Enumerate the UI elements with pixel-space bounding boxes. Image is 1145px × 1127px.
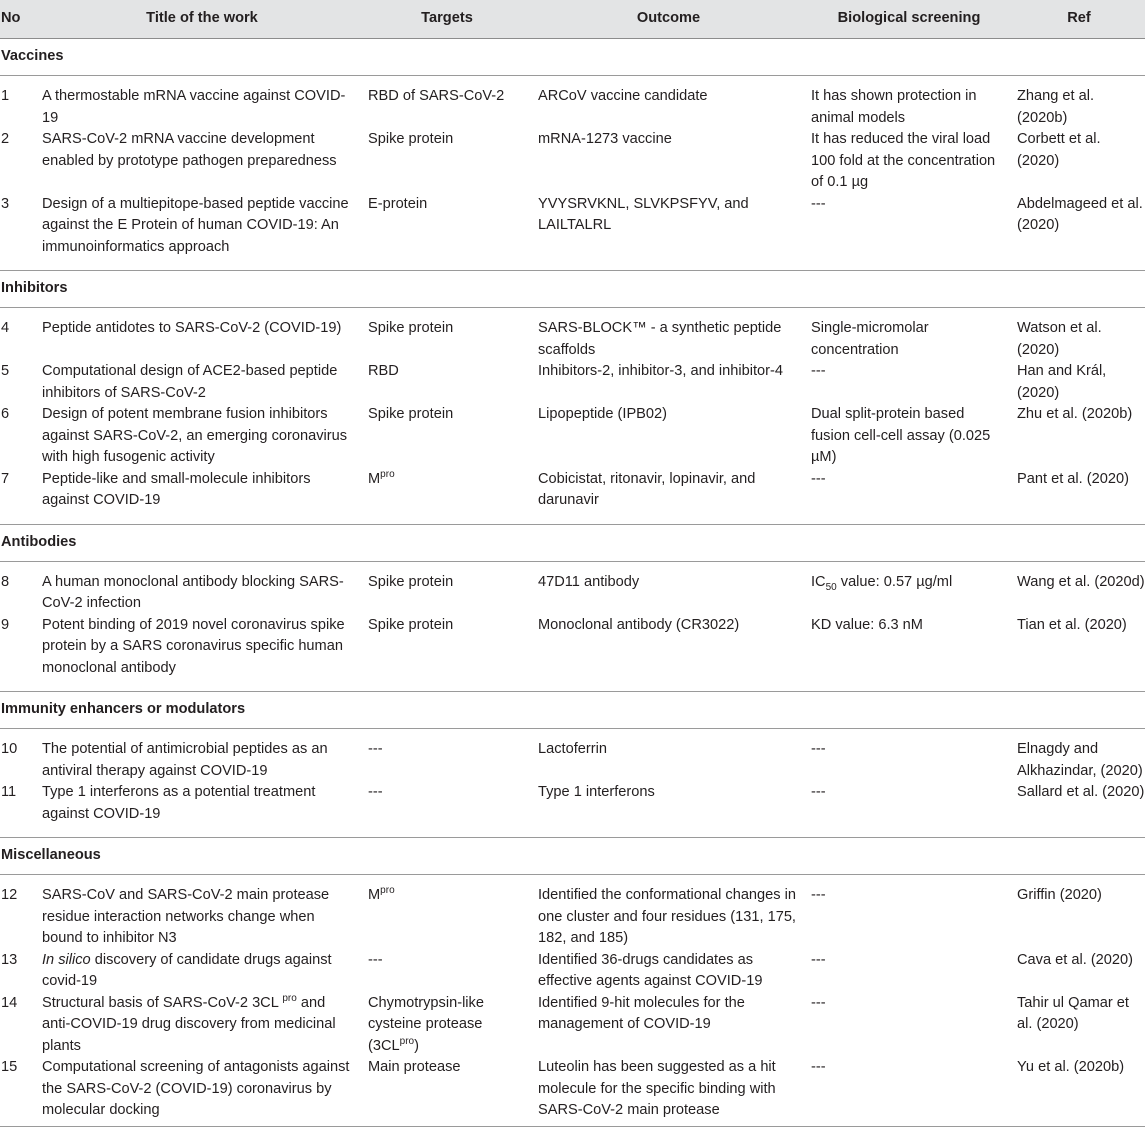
cell-targets: --- [368,741,383,757]
targets-superscript: pro [380,885,395,897]
bio-subscript: 50 [825,581,837,593]
cell-title: SARS-CoV and SARS-CoV-2 main protease residue interaction networks change when bound to inhibitor N3 [42,887,330,946]
cell-bio: --- [805,1057,1013,1126]
cell-outcome: mRNA-1273 vaccine [538,131,672,147]
table-row [0,1057,1145,1126]
cell-outcome: Lactoferrin [538,741,607,757]
cell-targets: RBD [368,363,399,379]
cell-targets: E-protein [362,194,532,271]
cell-ref: Cava et al. (2020) [1017,951,1134,968]
header-ref: Ref [1013,0,1145,39]
title-rest: discovery of candidate drugs against covid-19 [42,951,332,989]
cell-targets: Spike protein [368,320,454,336]
cell-title: A thermostable mRNA vaccine against COVID-19 [42,88,346,126]
cell-outcome: Identified 36-drugs candidates as effective agents against COVID-19 [538,951,763,989]
cell-no: 5 [1,363,10,379]
cell-ref: Zhu et al. (2020b) [1017,406,1133,422]
cell-title: SARS-CoV-2 mRNA vaccine development enabled by prototype pathogen preparedness [42,131,337,169]
header-title: Title of the work [42,0,362,39]
section-title-immunity: Immunity enhancers or modulators [0,692,1145,729]
cell-no: 4 [1,320,10,336]
cell-ref: Wang et al. (2020d) [1017,573,1145,590]
cell-no: 10 [1,741,18,757]
section-title-misc: Miscellaneous [0,838,1145,875]
title-italic: In silico [42,951,91,968]
table-row [0,469,1145,525]
cell-outcome: ARCoV vaccine candidate [538,88,708,104]
section-row [0,524,1145,561]
cell-title: Computational design of ACE2-based peptide inhibitors of SARS-CoV-2 [42,363,338,401]
cell-title: A human monoclonal antibody blocking SARS-CoV-2 infection [42,573,344,611]
table-row [0,875,1145,950]
cell-outcome: Identified 9-hit molecules for the management of COVID-19 [538,994,745,1032]
table-row [0,782,1145,838]
cell-title: Design of potent membrane fusion inhibitors against SARS-CoV-2, an emerging coronavirus with high fusogenic activity [42,406,348,465]
cell-outcome: SARS-BLOCK™ - a synthetic peptide scaffolds [538,320,782,358]
targets-base: M [368,887,381,903]
cell-no: 13 [1,951,18,968]
cell-ref: Han and Král, (2020) [1017,363,1107,401]
cell-ref: Corbett et al. (2020) [1017,131,1101,169]
cell-outcome: Monoclonal antibody (CR3022) [532,615,805,692]
cell-title: Design of a multiepitope-based peptide vaccine against the E Protein of human COVID-19: An immunoinformatics approach [42,194,362,271]
cell-targets: Main protease [362,1057,532,1126]
cell-title: Type 1 interferons as a potential treatment against COVID-19 [42,782,362,838]
cell-bio [805,561,1013,615]
table-row [0,308,1145,362]
title-superscript: pro [282,992,297,1004]
cell-targets: --- [362,782,532,838]
cell-bio: It has reduced the viral load 100 fold at the concentration of 0.1 µg [811,131,996,190]
cell-ref: Zhang et al. (2020b) [1017,88,1095,126]
table-row [0,950,1145,993]
cell-no: 3 [0,194,42,271]
cell-bio: --- [805,469,1013,525]
cell-targets: Spike protein [362,615,532,692]
cell-targets [362,469,532,525]
cell-title: Computational screening of antagonists against the SARS-CoV-2 (COVID-19) coronavirus by molecular docking [42,1057,362,1126]
section-row [0,838,1145,875]
table-row [0,76,1145,130]
table-row [0,361,1145,404]
header-row [0,0,1145,39]
title-part-a: Structural basis of SARS-CoV-2 3CL [42,994,283,1011]
cell-ref: Griffin (2020) [1017,887,1102,903]
cell-ref: Tian et al. (2020) [1013,615,1145,692]
cell-ref: Pant et al. (2020) [1013,469,1145,525]
table-body [0,39,1145,1127]
table-header [0,0,1145,39]
cell-no: 6 [1,406,10,422]
cell-targets: Spike protein [368,573,454,590]
cell-outcome: 47D11 antibody [538,573,640,590]
header-outcome: Outcome [532,0,805,39]
cell-bio: --- [805,782,1013,838]
cell-outcome: Inhibitors-2, inhibitor-3, and inhibitor-4 [538,363,783,379]
cell-targets: --- [368,951,383,968]
cell-outcome: Lipopeptide (IPB02) [538,406,667,422]
cell-title [42,950,362,993]
table-row [0,729,1145,783]
cell-targets [362,993,532,1058]
cell-no: 7 [0,469,42,525]
header-bio: Biological screening [805,0,1013,39]
cell-no: 2 [1,131,10,147]
section-title-antibodies: Antibodies [0,524,1145,561]
cell-bio: --- [811,994,826,1011]
cell-title: Peptide-like and small-molecule inhibitors against COVID-19 [42,469,362,525]
cell-bio: Dual split-protein based fusion cell-cell assay (0.025 µM) [811,406,991,465]
targets-superscript: pro [399,1035,415,1047]
cell-ref: Watson et al. (2020) [1017,320,1102,358]
table-row [0,194,1145,271]
cell-ref: Yu et al. (2020b) [1013,1057,1145,1126]
cell-targets [362,875,532,950]
cell-no: 11 [0,782,42,838]
cell-bio: It has shown protection in animal models [811,88,977,126]
cell-outcome: Identified the conformational changes in one cluster and four residues (131, 175, 182, and 185) [538,887,796,946]
cell-outcome: YVYSRVKNL, SLVKPSFYV, and LAILTALRL [532,194,805,271]
cell-outcome: Cobicistat, ritonavir, lopinavir, and darunavir [532,469,805,525]
cell-bio: --- [811,741,826,757]
cell-no: 12 [1,887,18,903]
cell-targets: Spike protein [368,131,454,147]
targets-end: ) [414,1037,419,1054]
cell-outcome: Type 1 interferons [532,782,805,838]
cell-no: 1 [1,88,10,104]
bio-rest: value: 0.57 µg/ml [836,573,953,590]
cell-targets: RBD of SARS-CoV-2 [368,88,505,104]
cell-targets: Spike protein [368,406,454,422]
cell-ref: Tahir ul Qamar et al. (2020) [1017,994,1129,1032]
cell-outcome: Luteolin has been suggested as a hit molecule for the specific binding with SARS-CoV-2 main protease [532,1057,805,1126]
header-targets: Targets [362,0,532,39]
cell-no: 14 [1,994,18,1011]
section-row [0,271,1145,308]
cell-title [42,993,362,1058]
targets-superscript: pro [380,468,395,480]
cell-no: 15 [0,1057,42,1126]
table-row [0,129,1145,194]
header-no: No [0,0,42,39]
title-part-b: and anti-COVID-19 drug discovery from medicinal plants [42,994,336,1054]
cell-bio: Single-micromolar concentration [811,320,929,358]
table-row [0,993,1145,1058]
cell-bio: KD value: 6.3 nM [805,615,1013,692]
cell-title: The potential of antimicrobial peptides as an antiviral therapy against COVID-19 [42,741,328,779]
cell-title: Potent binding of 2019 novel coronavirus spike protein by a SARS coronavirus specific human monoclonal antibody [42,615,362,692]
table-row [0,561,1145,615]
cell-no: 8 [1,573,10,590]
cell-bio: --- [811,951,826,968]
section-title-inhibitors: Inhibitors [0,271,1145,308]
cell-bio: --- [811,363,826,379]
cell-ref: Sallard et al. (2020) [1013,782,1145,838]
cell-ref: Abdelmageed et al. (2020) [1013,194,1145,271]
cell-bio: --- [805,194,1013,271]
targets-base: M [368,470,381,487]
cell-ref: Elnagdy and Alkhazindar, (2020) [1017,741,1143,779]
cell-bio: --- [811,887,826,903]
targets-base: Chymotrypsin-like cysteine protease (3CL [368,994,484,1054]
bio-base: IC [811,573,826,590]
table-row [0,404,1145,469]
section-row [0,692,1145,729]
section-row [0,39,1145,76]
cell-no: 9 [0,615,42,692]
cell-title: Peptide antidotes to SARS-CoV-2 (COVID-19) [42,320,342,336]
section-title-vaccines: Vaccines [0,39,1145,76]
table-row [0,615,1145,692]
